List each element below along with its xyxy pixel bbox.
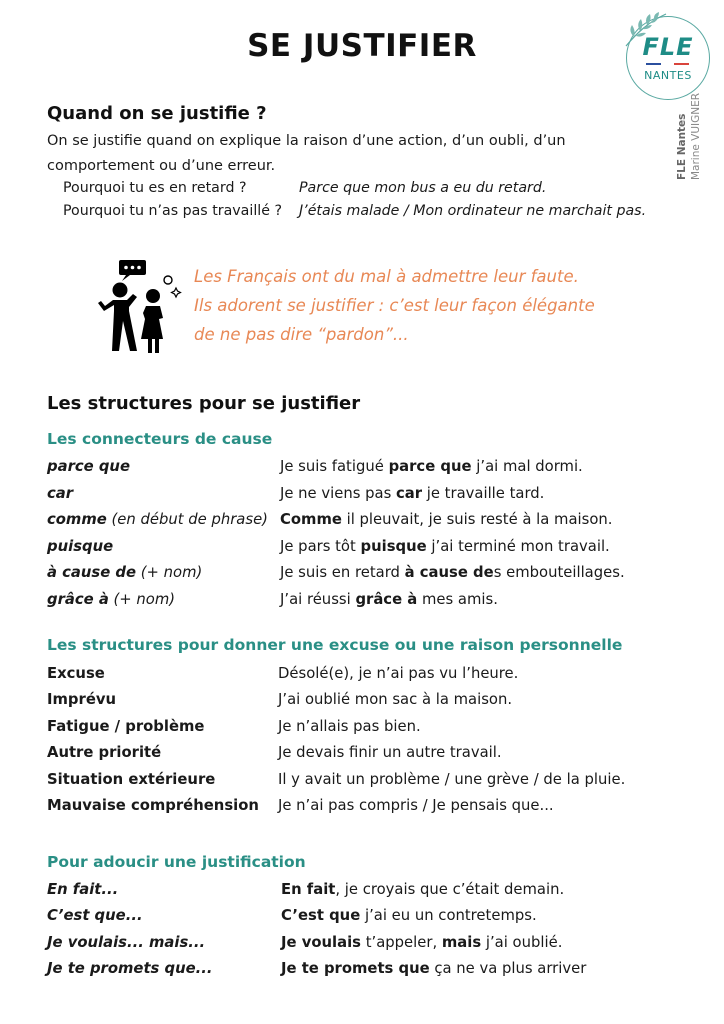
example-text: t’appeler, [360,933,442,951]
softener-term: Je voulais... mais... [47,933,206,951]
excuse-example: Désolé(e), je n’ai pas vu l’heure. [278,665,519,682]
connector-term [47,511,268,528]
example-text: je travaille tard. [422,484,545,502]
softener-example [281,907,537,924]
softener-term: C’est que... [47,907,143,925]
excuse-category: Fatigue / problème [47,717,205,735]
fle-nantes-logo [626,16,710,100]
table-row [47,744,667,770]
connector-example [280,564,625,581]
credit-org-label: FLE Nantes [676,113,688,180]
example-text: Je suis en retard [280,564,405,582]
example-text: ça ne va plus arriver [429,960,587,978]
connector-term [47,564,202,581]
connector-note: (en début de phrase) [106,511,268,529]
example-answer: J’étais malade / Mon ordinateur ne marchait pas. [299,203,647,219]
excuse-example: Je n’allais pas bien. [278,717,421,735]
connector-keyword: comme [47,511,107,529]
example-text: mes amis. [417,591,498,608]
excuse-category: Mauvaise compréhension [47,797,259,814]
table-row [47,485,667,511]
connector-term [47,591,175,608]
table-row [47,907,667,933]
softener-example [281,881,564,898]
connector-note: (+ nom) [136,564,203,582]
example-text: s embouteillages. [493,564,625,582]
example-highlight: C’est que [281,907,361,925]
example-highlight: Je voulais [281,933,361,951]
quote-callout [194,262,595,349]
intro-text-line-1: On se justifie quand on explique la raison d’une action, d’un oubli, d’un [47,133,566,149]
example-text: J’ai réussi [280,591,356,608]
connector-example [280,538,610,555]
table-row [47,797,667,823]
table-row [47,511,667,537]
table-row [47,691,667,717]
table-row [47,934,667,960]
example-text: j’ai eu un contretemps. [360,907,537,925]
intro-heading: Quand on se justifie ? [47,103,267,124]
example-question: Pourquoi tu n’as pas travaillé ? [63,203,282,219]
connector-term [47,538,113,555]
connector-example [280,458,583,475]
excuse-category: Excuse [47,665,105,682]
intro-text-line-2: comportement ou d’une erreur. [47,158,276,174]
table-row [47,960,667,986]
example-highlight: mais [441,933,482,951]
example-highlight: grâce à [355,591,418,608]
example-text: j’ai mal dormi. [471,458,583,475]
structures-heading: Les structures pour se justifier [47,393,361,414]
table-row [47,538,667,564]
table-row [47,881,667,907]
connector-term [47,485,73,502]
table-row [47,458,667,484]
example-text: j’ai terminé mon travail. [426,537,610,555]
example-highlight: puisque [360,537,427,555]
connector-example [280,485,544,502]
example-highlight: Comme [280,511,342,529]
adoucir-heading: Pour adoucir une justification [47,853,306,871]
example-text: Je suis fatigué [280,458,389,475]
connector-keyword: parce que [47,458,130,475]
quote-line-1: Les Français ont du mal à admettre leur faute. [194,267,579,286]
intro-text [47,129,607,179]
logo-flag-red [674,63,689,65]
example-text: Je pars tôt [280,537,361,555]
excuse-example: Je n’ai pas compris / Je pensais que... [278,797,554,814]
example-question: Pourquoi tu es en retard ? [63,180,247,196]
logo-flag-blue [646,63,661,65]
quote-line-2: Ils adorent se justifier : c’est leur façon élégante [194,296,595,315]
example-text: Je ne viens pas [280,484,396,502]
connector-example [280,511,612,528]
connecteurs-heading: Les connecteurs de cause [47,430,273,448]
excuse-example: Il y avait un problème / une grève / de la pluie. [278,770,626,788]
excuse-example: J’ai oublié mon sac à la maison. [278,691,513,709]
quote-line-3: de ne pas dire “pardon”... [194,325,409,344]
connector-note: (+ nom) [108,591,176,608]
table-row [47,718,667,744]
excuse-category: Situation extérieure [47,770,216,788]
table-row [47,564,667,590]
credit-author: Marine VUIGNER [690,92,702,180]
example-highlight: à cause de [404,564,494,582]
excuse-category: Imprévu [47,691,117,709]
softener-term: En fait... [47,881,119,898]
example-answer: Parce que mon bus a eu du retard. [299,180,547,196]
connector-keyword: car [47,484,74,502]
connector-keyword: puisque [47,537,114,555]
arguing-couple-icon [86,256,186,356]
table-row [47,591,667,617]
example-highlight: Je te promets que [281,960,430,978]
excuse-example: Je devais finir un autre travail. [278,744,502,762]
page-title: SE JUSTIFIER [247,28,477,64]
connector-term [47,458,130,475]
example-highlight: car [396,484,423,502]
table-row [47,665,667,691]
logo-nantes-text: NANTES [644,69,692,82]
example-text: il pleuvait, je suis resté à la maison. [341,511,613,529]
logo-fle-text: FLE [642,33,694,61]
connector-keyword: grâce à [47,591,109,608]
table-row [47,771,667,797]
connector-example [280,591,498,608]
softener-example [281,960,586,977]
softener-example [281,934,562,951]
example-text: j’ai oublié. [481,933,563,951]
example-highlight: En fait [281,881,336,898]
credit-org [676,110,688,180]
excuses-heading: Les structures pour donner une excuse ou une raison personnelle [47,636,623,654]
softener-term: Je te promets que... [47,960,213,978]
connector-keyword: à cause de [47,564,137,582]
example-highlight: parce que [388,458,472,475]
example-text: , je croyais que c’était demain. [335,881,565,898]
excuse-category: Autre priorité [47,744,162,762]
